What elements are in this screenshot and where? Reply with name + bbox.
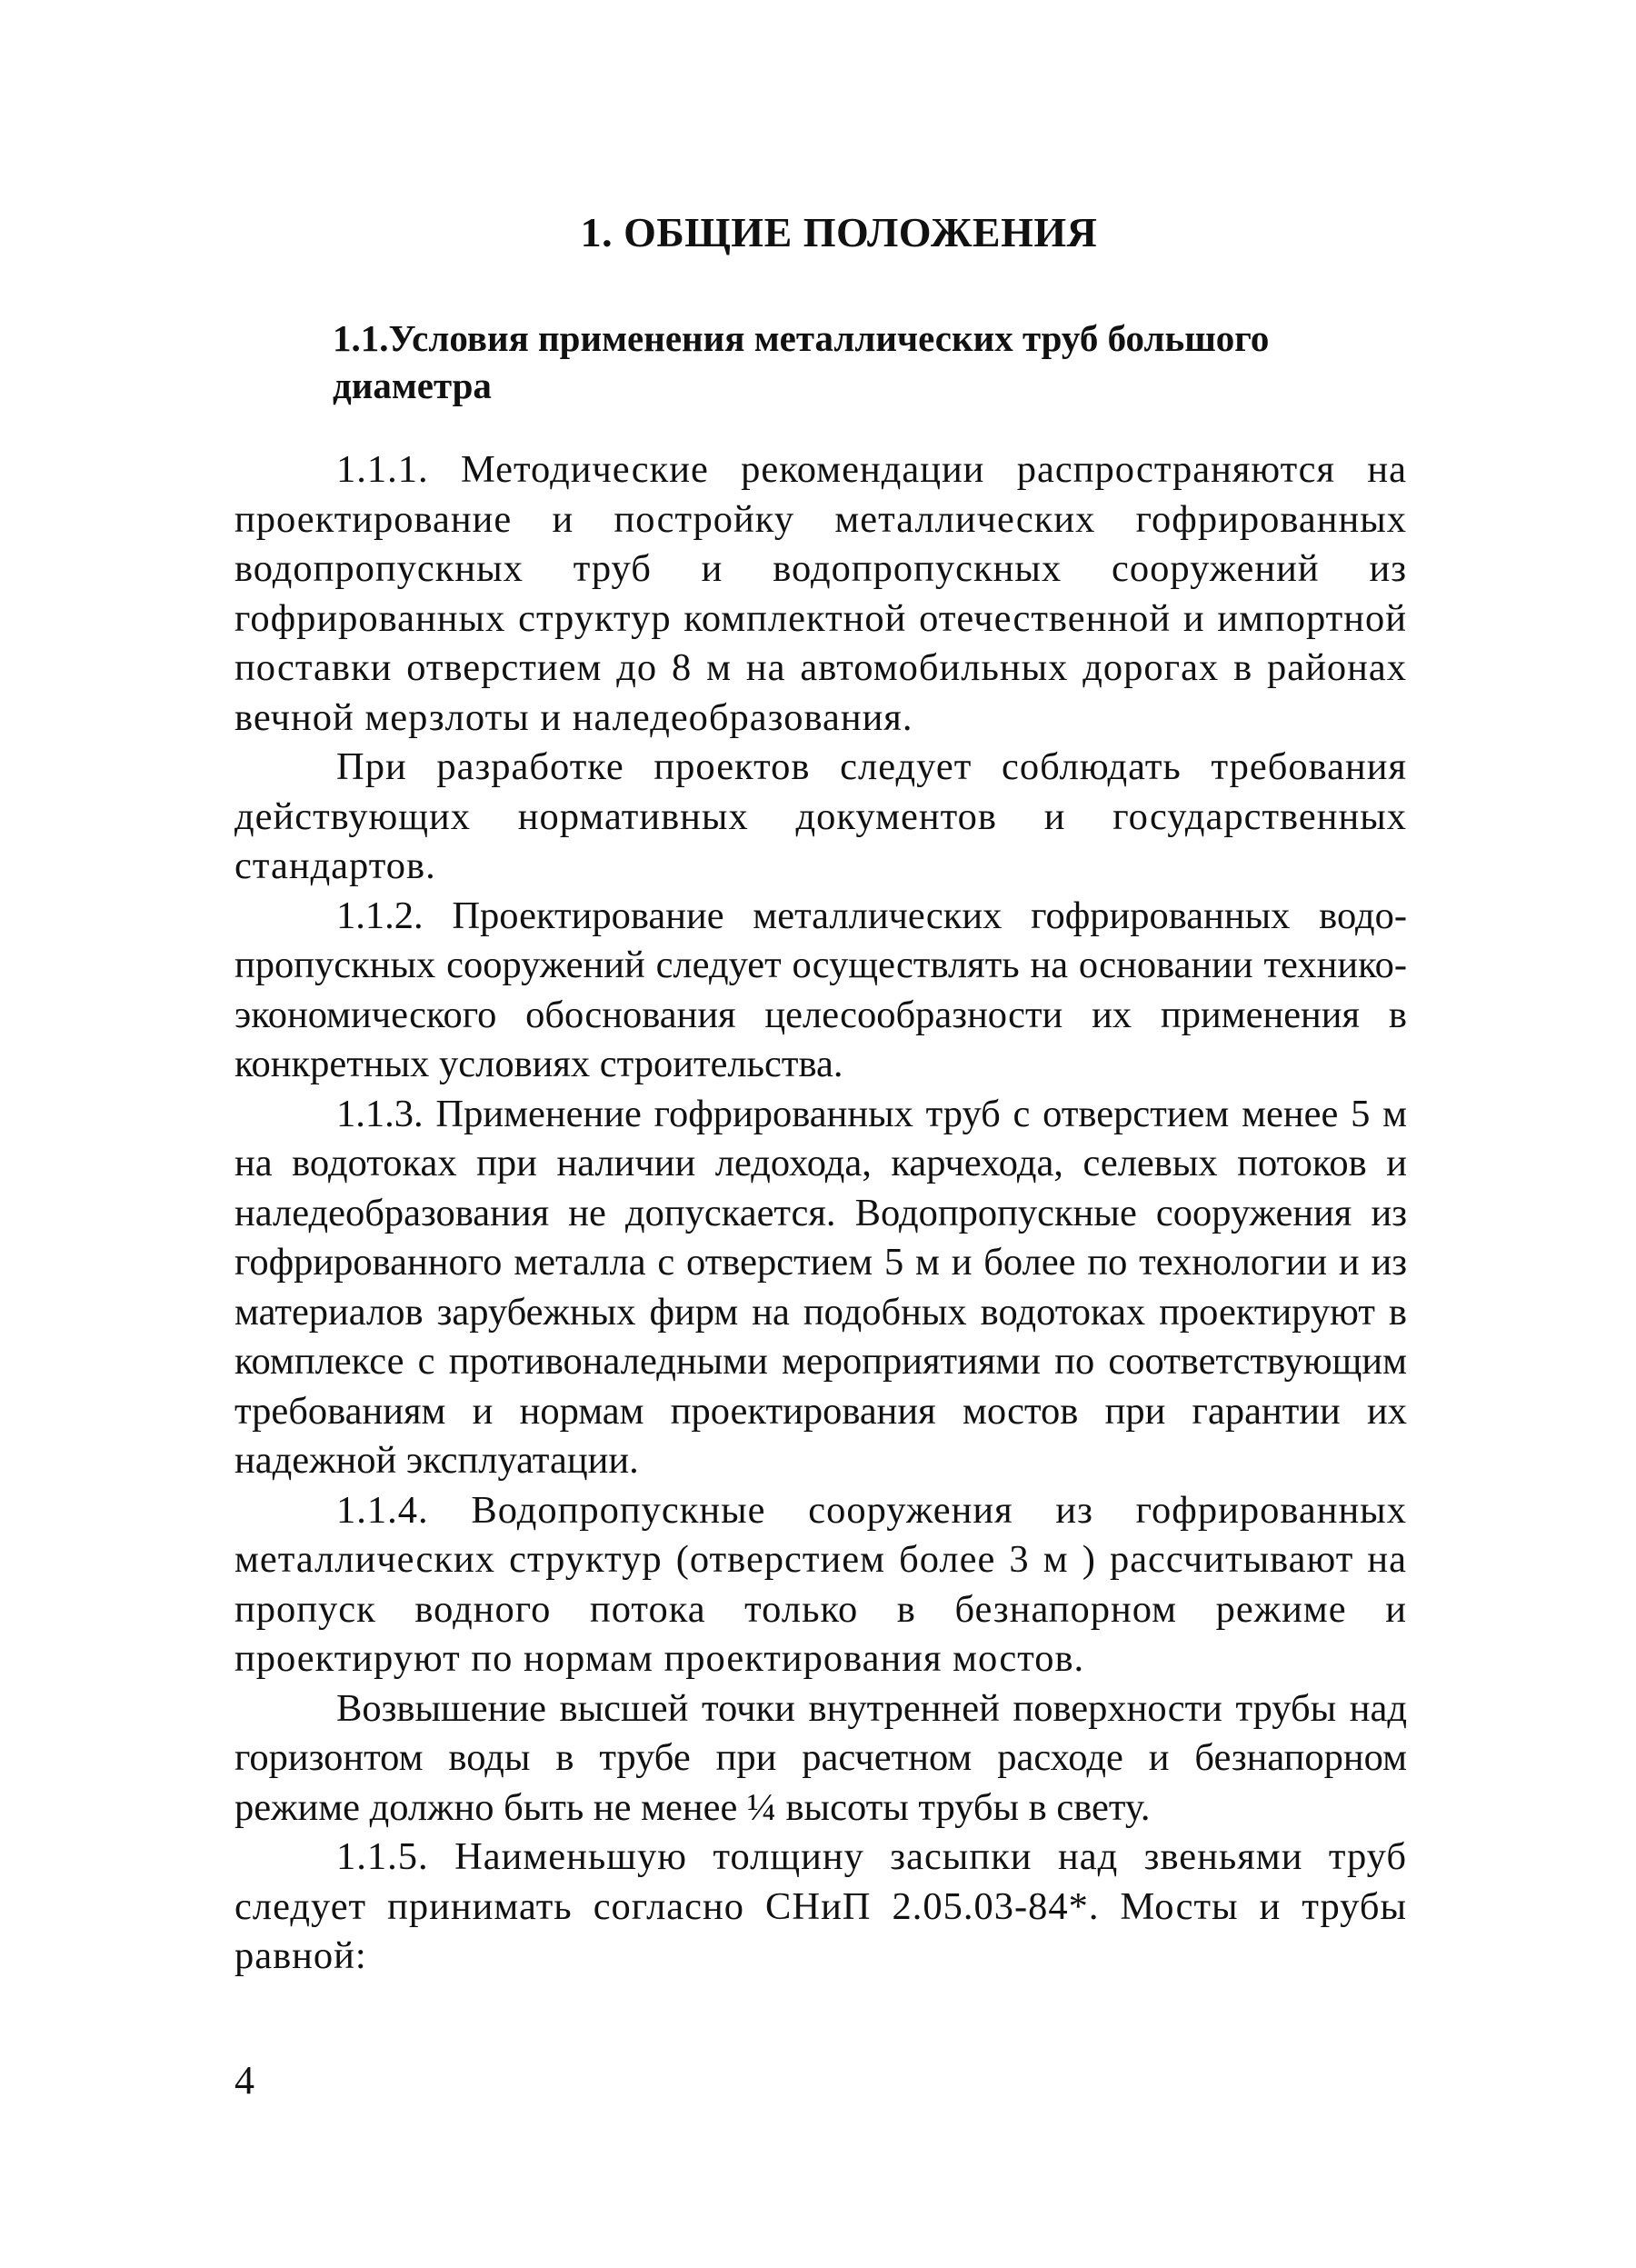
chapter-title: 1. ОБЩИЕ ПОЛОЖЕНИЯ [580, 209, 1098, 255]
paragraph-1-1-3: 1.1.3. Применение гофрированных труб с отверстием менее 5 м на водотоках при наличии ледохода, карчехода, селевых потоков и наледеобразования не допускается. Водопропускные сооружения из гофрированного металла с отверстием 5 м и более по технологии и из материалов зарубежных фирм на подобных водотоках проектируют в комплексе с противоналедными мероприятиями по соответствующим требованиям и нормам проектирования мостов при гарантии их надежной эксплуатации. [234, 1092, 1407, 1482]
paragraph-1-1-2: 1.1.2. Проектирование металлических гофрированных водо-пропускных сооружений следует осуществлять на основании технико-экономического обоснования целесообразности их применения в конкретных условиях строительства. [234, 894, 1407, 1085]
paragraph-clearance: Возвышение высшей точки внутренней поверхности трубы над горизонтом воды в трубе при расчетном расходе и безнапорном режиме должно быть не менее ¼ высоты трубы в свету. [234, 1686, 1407, 1829]
paragraph-1-1-5: 1.1.5. Наименьшую толщину засыпки над звеньями труб следует принимать согласно СНиП 2.05.03-84*. Мосты и трубы равной: [234, 1835, 1407, 1977]
section-title: 1.1.Условия применения металлических труб большого диаметра [333, 317, 1270, 406]
page-number: 4 [234, 2058, 254, 2103]
paragraph-1-1-1: 1.1.1. Методические рекомендации распространяются на проектирование и постройку металлических гофрированных водопропускных труб и водопропускных сооружений из гофрированных структур комплектной отечественной и импортной поставки отверстием до 8 м на автомобильных дорогах в районах вечной мерзлоты и наледеобразования. [234, 448, 1407, 739]
page-content [234, 207, 1407, 1982]
paragraph-1-1-4: 1.1.4. Водопропускные сооружения из гофрированных металлических структур (отверстием более 3 м ) рассчитывают на пропуск водного потока только в безнапорном режиме и проектируют по нормам проектирования мостов. [234, 1488, 1407, 1680]
paragraph-requirements: При разработке проектов следует соблюдать требования действующих нормативных документов и государственных стандартов. [234, 745, 1407, 887]
